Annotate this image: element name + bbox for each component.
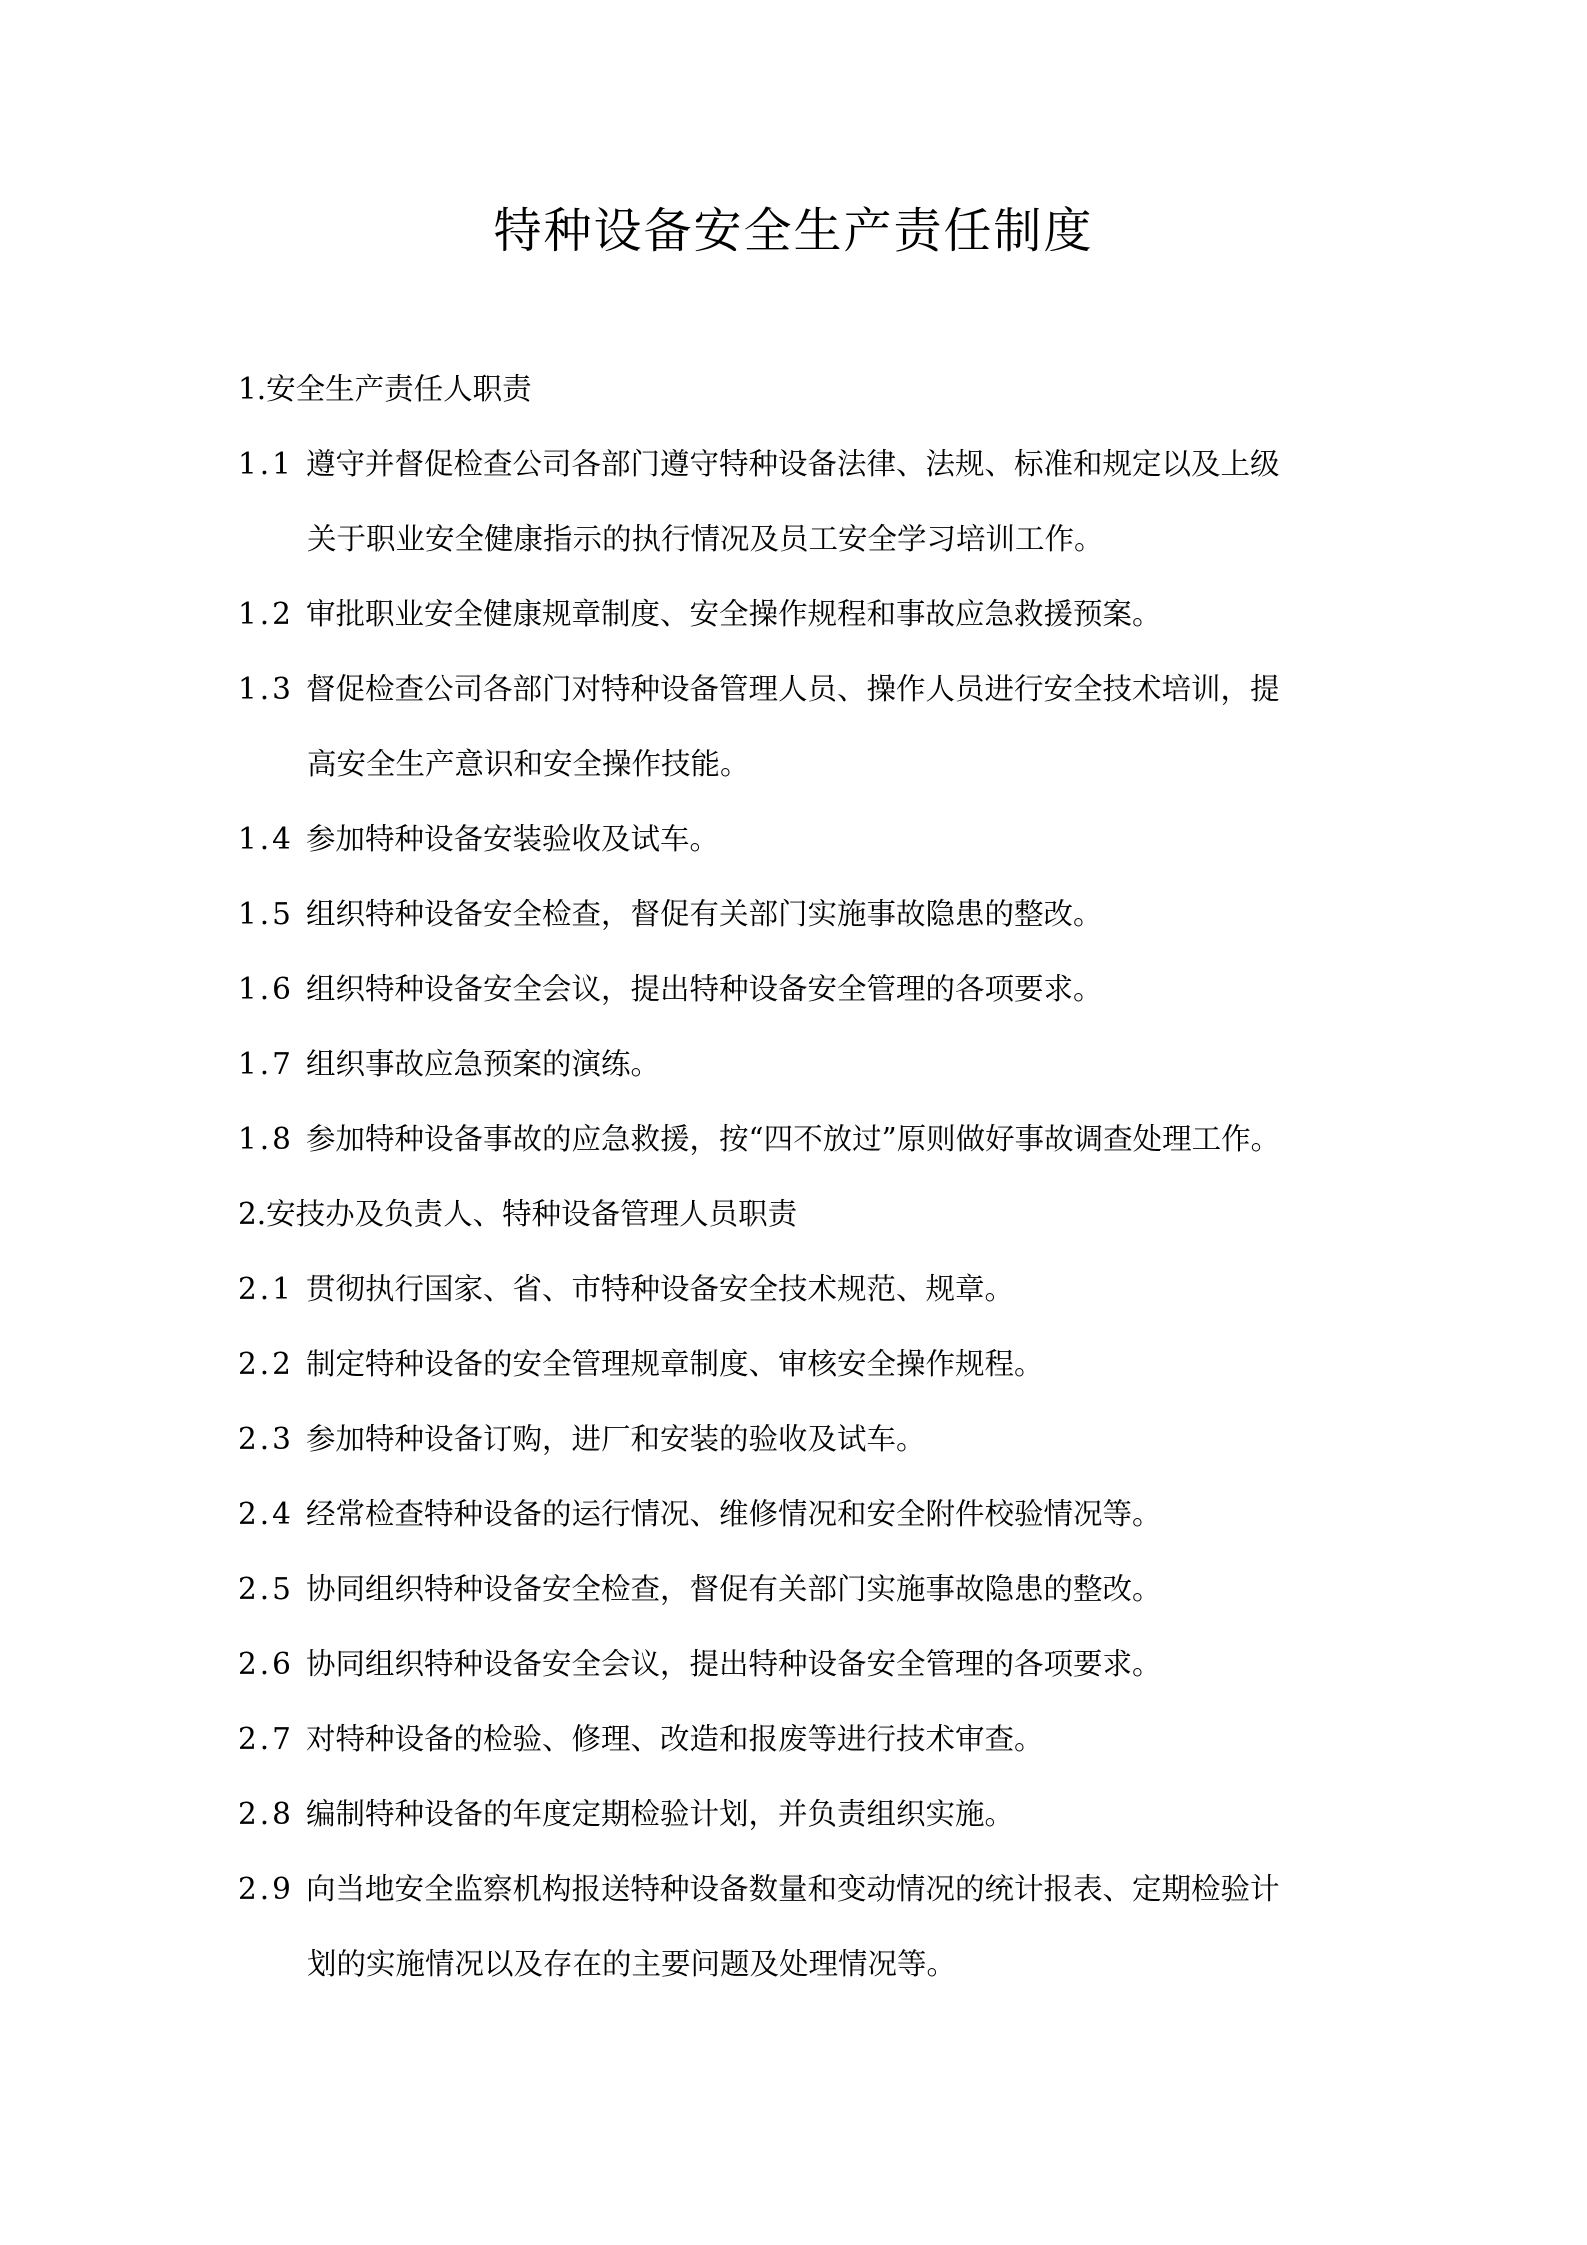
item-number: 2.7 <box>238 1722 294 1756</box>
list-item <box>238 427 1368 502</box>
line-text: 督促检查公司各部门对特种设备管理人员、操作人员进行安全技术培训，提 <box>306 672 1280 706</box>
list-item <box>238 1402 1368 1477</box>
line-text: 贯彻执行国家、省、市特种设备安全技术规范、规章。 <box>306 1272 1015 1306</box>
line-text: 划的实施情况以及存在的主要问题及处理情况等。 <box>307 1947 957 1981</box>
list-item <box>238 1477 1368 1552</box>
list-item <box>238 1702 1368 1777</box>
list-item <box>238 1102 1368 1177</box>
line-text: 协同组织特种设备安全会议，提出特种设备安全管理的各项要求。 <box>306 1647 1162 1681</box>
list-item <box>238 802 1368 877</box>
line-text: 经常检查特种设备的运行情况、维修情况和安全附件校验情况等。 <box>306 1497 1162 1531</box>
line-text: 编制特种设备的年度定期检验计划，并负责组织实施。 <box>306 1797 1015 1831</box>
item-number: 2.6 <box>238 1647 294 1681</box>
item-number: 2.4 <box>238 1497 294 1531</box>
item-number: 1.1 <box>238 447 294 481</box>
item-number: 2.3 <box>238 1422 294 1456</box>
line-text: 参加特种设备订购，进厂和安装的验收及试车。 <box>306 1422 926 1456</box>
line-text: 组织特种设备安全会议，提出特种设备安全管理的各项要求。 <box>306 972 1103 1006</box>
list-item-continuation <box>238 502 1368 577</box>
list-item-continuation <box>238 1927 1368 2002</box>
item-number: 1.5 <box>238 897 294 931</box>
list-item <box>238 1777 1368 1852</box>
section-heading <box>238 352 1368 427</box>
line-text: 高安全生产意识和安全操作技能。 <box>307 747 750 781</box>
line-text: 2.安技办及负责人、特种设备管理人员职责 <box>238 1197 798 1231</box>
list-item <box>238 1252 1368 1327</box>
list-item <box>238 1027 1368 1102</box>
list-item <box>238 877 1368 952</box>
item-number: 2.8 <box>238 1797 294 1831</box>
list-item <box>238 1852 1368 1927</box>
list-item <box>238 1552 1368 1627</box>
line-text: 制定特种设备的安全管理规章制度、审核安全操作规程。 <box>306 1347 1044 1381</box>
item-number: 1.6 <box>238 972 294 1006</box>
line-text: 组织特种设备安全检查，督促有关部门实施事故隐患的整改。 <box>306 897 1103 931</box>
document-body <box>238 352 1368 2002</box>
line-text: 关于职业安全健康指示的执行情况及员工安全学习培训工作。 <box>307 522 1104 556</box>
list-item-continuation <box>238 727 1368 802</box>
list-item <box>238 1327 1368 1402</box>
line-text: 向当地安全监察机构报送特种设备数量和变动情况的统计报表、定期检验计 <box>306 1872 1280 1906</box>
line-text: 对特种设备的检验、修理、改造和报废等进行技术审查。 <box>306 1722 1044 1756</box>
line-text: 审批职业安全健康规章制度、安全操作规程和事故应急救援预案。 <box>306 597 1162 631</box>
line-text: 参加特种设备安装验收及试车。 <box>306 822 720 856</box>
item-number: 1.4 <box>238 822 294 856</box>
page-title: 特种设备安全生产责任制度 <box>493 203 1094 259</box>
section-heading <box>238 1177 1368 1252</box>
list-item <box>238 652 1368 727</box>
item-number: 2.2 <box>238 1347 294 1381</box>
line-text: 参加特种设备事故的应急救援，按“四不放过”原则做好事故调查处理工作。 <box>306 1122 1281 1156</box>
list-item <box>238 577 1368 652</box>
line-text: 遵守并督促检查公司各部门遵守特种设备法律、法规、标准和规定以及上级 <box>306 447 1280 481</box>
item-number: 1.3 <box>238 672 294 706</box>
line-text: 1.安全生产责任人职责 <box>238 372 532 406</box>
line-text: 协同组织特种设备安全检查，督促有关部门实施事故隐患的整改。 <box>306 1572 1162 1606</box>
item-number: 2.5 <box>238 1572 294 1606</box>
list-item <box>238 1627 1368 1702</box>
item-number: 2.9 <box>238 1872 294 1906</box>
item-number: 2.1 <box>238 1272 294 1306</box>
item-number: 1.7 <box>238 1047 294 1081</box>
item-number: 1.8 <box>238 1122 294 1156</box>
list-item <box>238 952 1368 1027</box>
line-text: 组织事故应急预案的演练。 <box>306 1047 661 1081</box>
item-number: 1.2 <box>238 597 294 631</box>
